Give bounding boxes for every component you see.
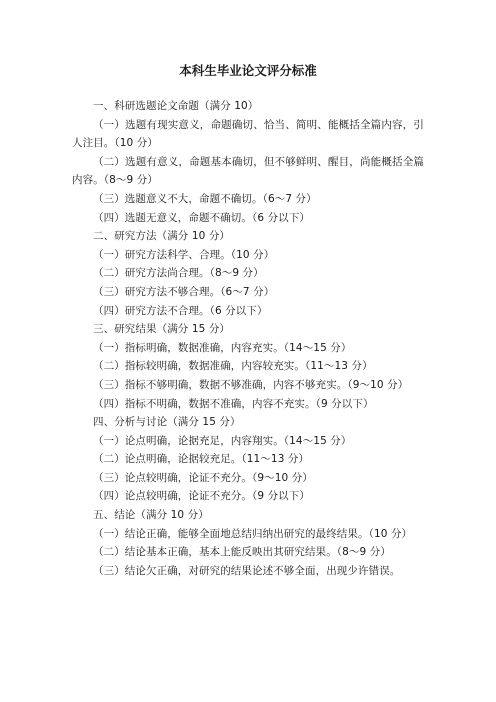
section-heading-3: 三、研究结果（满分 15 分）	[93, 323, 231, 336]
section-heading-1: 一、科研选题论文命题（满分 10）	[93, 100, 259, 112]
criterion-item: （三）研究方法不够合理。（6～7 分）	[93, 285, 275, 298]
criterion-item: （三）论点较明确，论证不充分。（9～10 分）	[93, 471, 313, 484]
criterion-item: （一）研究方法科学、合理。（10 分）	[93, 248, 275, 261]
criterion-item: （三）选题意义不大，命题不确切。（6～7 分）	[93, 192, 317, 205]
criterion-item: （三）结论欠正确，对研究的结果论述不够全面，出现少许错误。	[93, 564, 401, 577]
criterion-item: （四）指标不明确，数据不准确，内容不充实。（9 分以下）	[93, 397, 374, 410]
criterion-item: （四）论点较明确，论证不充分。（9 分以下）	[93, 490, 310, 503]
criterion-item: （一）论点明确，论据充足，内容翔实。（14～15 分）	[93, 434, 352, 447]
criterion-item: （一）指标明确，数据准确，内容充实。（14～15 分）	[93, 341, 352, 354]
criterion-item: （二）选题有意义，命题基本确切，但不够鲜明、醒目，尚能概括全篇内容。（8～9 分）	[72, 155, 424, 187]
section-heading-4: 四、分析与讨论（满分 15 分）	[93, 416, 241, 429]
criterion-item: （一）结论正确，能够全面地总结归纳出研究的最终结果。（10 分）	[93, 527, 413, 540]
document-body	[72, 97, 424, 580]
section-heading-5: 五、结论（满分 10 分）	[93, 509, 209, 522]
criterion-item: （二）研究方法尚合理。（8～9 分）	[93, 267, 264, 280]
criterion-item: （一）选题有现实意义，命题确切、恰当、简明、能概括全篇内容，引人注目。（10 分）	[72, 118, 424, 150]
section-heading-2: 二、研究方法（满分 10 分）	[93, 230, 231, 243]
criterion-item: （二）论点明确，论据较充足。（11～13 分）	[93, 453, 310, 466]
criterion-item: （三）指标不够明确，数据不够准确，内容不够充实。（9～10 分）	[93, 378, 409, 391]
criterion-item: （二）指标较明确，数据准确，内容较充实。（11～13 分）	[93, 360, 373, 373]
criterion-item: （二）结论基本正确，基本上能反映出其研究结果。（8～9 分）	[93, 546, 391, 559]
criterion-item: （四）研究方法不合理。（6 分以下）	[93, 304, 268, 317]
document-title: 本科生毕业论文评分标准	[179, 63, 317, 78]
criterion-item: （四）选题无意义，命题不确切。（6 分以下）	[93, 211, 310, 224]
